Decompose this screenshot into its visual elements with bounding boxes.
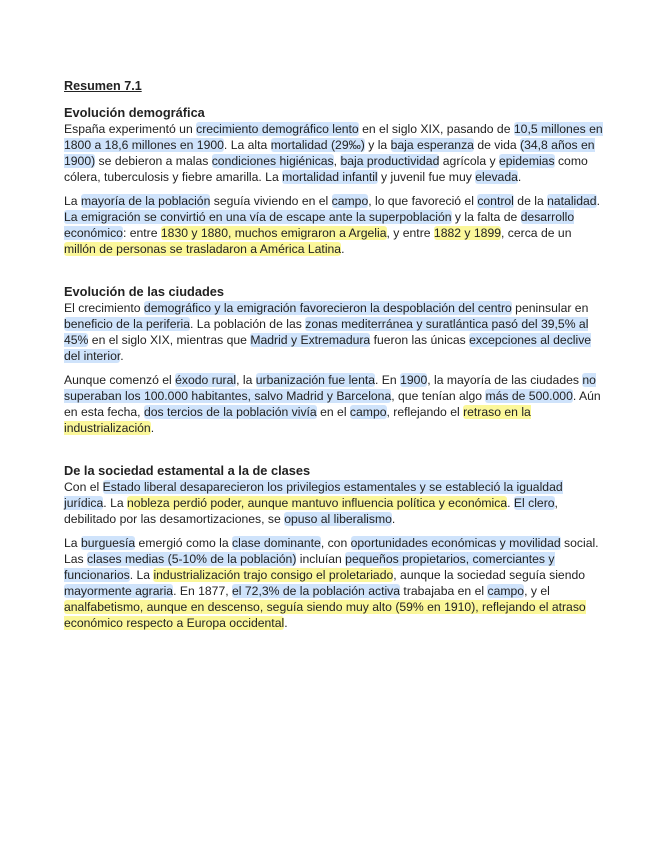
- text-run: . En 1877,: [173, 584, 233, 598]
- highlight-blue: campo: [349, 405, 387, 419]
- section-heading: Evolución de las ciudades: [64, 284, 225, 299]
- text-run: , con: [320, 536, 351, 550]
- text-run: , aunque la sociedad seguía siendo: [393, 568, 586, 582]
- text-run: . En: [375, 373, 401, 387]
- highlight-blue: campo: [331, 194, 369, 208]
- text-run: de la: [513, 194, 548, 208]
- text-run: La: [64, 194, 81, 208]
- highlight-yellow: analfabetismo, aunque en descenso, seguía siendo muy alto (59% en 1910), reflejando el atraso económico respecto a Europa occidental: [64, 600, 586, 630]
- text-run: incluían: [296, 552, 346, 566]
- highlight-blue: demográfico y la emigración favorecieron la despoblación del centro: [143, 301, 512, 315]
- highlight-blue: desarrollo económico: [64, 210, 575, 240]
- highlight-blue: epidemias: [499, 154, 555, 168]
- text-run: .: [150, 421, 155, 435]
- document-page: [64, 78, 604, 639]
- highlight-blue: clases medias (5-10% de la población): [87, 552, 297, 566]
- text-run: Aunque comenzó el: [64, 373, 176, 387]
- section-sociedad-clases: [64, 462, 604, 631]
- highlight-blue: opuso al liberalismo: [284, 512, 392, 526]
- highlight-blue: más de 500.000: [485, 389, 573, 403]
- text-run: , la mayoría de las ciudades: [427, 373, 583, 387]
- text-run: , cerca de un: [501, 226, 572, 240]
- highlight-blue: condiciones higiénicas: [211, 154, 334, 168]
- highlight-blue: crecimiento demográfico lento: [196, 122, 359, 136]
- highlight-yellow: 1830 y 1880, muchos emigraron a Argelia: [160, 226, 387, 240]
- text-run: .: [596, 194, 600, 208]
- highlight-blue: elevada: [475, 170, 518, 184]
- document-title: Resumen 7.1: [64, 79, 142, 93]
- text-run: , y el: [524, 584, 550, 598]
- text-run: se debieron a malas: [95, 154, 212, 168]
- text-run: España experimentó un: [64, 122, 197, 136]
- section-heading: Evolución demográfica: [64, 105, 205, 120]
- paragraph: [64, 121, 604, 185]
- highlight-blue: control: [477, 194, 514, 208]
- text-run: .: [284, 616, 288, 630]
- highlight-yellow: 1882 y 1899: [433, 226, 502, 240]
- highlight-blue: natalidad: [547, 194, 597, 208]
- text-run: El crecimiento: [64, 301, 144, 315]
- highlight-blue: mortalidad (29‰): [270, 138, 365, 152]
- text-run: , la: [236, 373, 256, 387]
- highlight-blue: zonas mediterránea y suratlántica pasó del 39,5% al 45%: [64, 317, 589, 347]
- section-heading: De la sociedad estamental a la de clases: [64, 463, 311, 478]
- highlight-blue: beneficio de la periferia: [64, 317, 191, 331]
- text-run: emergió como la: [135, 536, 233, 550]
- text-run: , lo que favoreció el: [368, 194, 478, 208]
- text-run: , reflejando el: [386, 405, 464, 419]
- text-run: trabajaba en el: [400, 584, 488, 598]
- text-run: en el siglo XIX, pasando de: [358, 122, 514, 136]
- highlight-blue: (34,8 años en 1900): [64, 138, 595, 168]
- text-run: Con el: [64, 480, 103, 494]
- highlight-yellow: nobleza perdió poder, aunque mantuvo influencia política y económica: [127, 496, 508, 510]
- highlight-blue: 10,5 millones en 1800 a 18,6 millones en 1900: [64, 122, 603, 152]
- highlight-blue: pequeños propietarios, comerciantes y funcionarios: [64, 552, 555, 582]
- highlight-blue: burguesía: [80, 536, 136, 550]
- highlight-yellow: industrialización trajo consigo el proletariado: [153, 568, 394, 582]
- highlight-blue: Madrid y Extremadura: [250, 333, 371, 347]
- text-run: . Aún en esta fecha,: [64, 389, 601, 419]
- section-evolucion-demografica: [64, 104, 604, 257]
- text-run: , que tenían algo: [391, 389, 486, 403]
- highlight-yellow: millón de personas se trasladaron a América Latina: [64, 242, 342, 256]
- text-run: .: [507, 496, 514, 510]
- highlight-blue: urbanización fue lenta: [255, 373, 376, 387]
- text-run: peninsular en: [511, 301, 589, 315]
- paragraph: [64, 535, 604, 631]
- text-run: fueron las únicas: [370, 333, 470, 347]
- highlight-blue: el 72,3% de la población activa: [232, 584, 401, 598]
- text-run: .: [120, 349, 124, 363]
- text-run: y la: [364, 138, 391, 152]
- highlight-blue: mortalidad infantil: [282, 170, 378, 184]
- paragraph: [64, 372, 604, 436]
- highlight-blue: 1900: [400, 373, 428, 387]
- text-run: , debilitado por las desamortizaciones, se: [64, 496, 558, 526]
- text-run: , y entre: [386, 226, 434, 240]
- text-run: agrícola y: [439, 154, 499, 168]
- text-run: La: [64, 536, 81, 550]
- text-run: . La: [129, 568, 154, 582]
- text-run: social. Las: [64, 536, 599, 566]
- text-run: .: [517, 170, 522, 184]
- highlight-blue: El clero: [513, 496, 555, 510]
- highlight-blue: no superaban los 100.000 habitantes, salvo Madrid y Barcelona: [64, 373, 596, 403]
- text-run: en el siglo XIX, mientras que: [88, 333, 251, 347]
- text-run: ,: [333, 154, 341, 168]
- text-run: de vida: [473, 138, 521, 152]
- paragraph: [64, 300, 604, 364]
- text-run: seguía viviendo en el: [210, 194, 332, 208]
- highlight-blue: excepciones al declive del interior: [64, 333, 592, 363]
- text-run: en el: [316, 405, 350, 419]
- highlight-blue: mayormente agraria: [64, 584, 174, 598]
- section-evolucion-ciudades: [64, 283, 604, 436]
- text-run: . La población de las: [190, 317, 306, 331]
- highlight-yellow: retraso en la industrialización: [64, 405, 531, 435]
- highlight-blue: campo: [487, 584, 525, 598]
- text-run: : entre: [122, 226, 161, 240]
- highlight-blue: dos tercios de la población vivía: [143, 405, 317, 419]
- highlight-blue: baja esperanza: [390, 138, 474, 152]
- text-run: .: [391, 512, 396, 526]
- highlight-blue: mayoría de la población: [80, 194, 211, 208]
- paragraph: [64, 479, 604, 527]
- highlight-blue: baja productividad: [340, 154, 440, 168]
- text-run: como cólera, tuberculosis y fiebre amarilla. La: [64, 154, 588, 184]
- highlight-blue: oportunidades económicas y movilidad: [350, 536, 561, 550]
- text-run: y la falta de: [451, 210, 521, 224]
- text-run: y juvenil fue muy: [377, 170, 476, 184]
- highlight-blue: clase dominante: [232, 536, 321, 550]
- text-run: .: [341, 242, 345, 256]
- text-run: . La: [103, 496, 128, 510]
- highlight-blue: La emigración se convirtió en una vía de escape ante la superpoblación: [64, 210, 452, 224]
- paragraph: [64, 193, 604, 257]
- text-run: . La alta: [223, 138, 271, 152]
- highlight-blue: éxodo rural: [175, 373, 237, 387]
- highlight-blue: Estado liberal desaparecieron los privilegios estamentales y se estableció la igualdad jurídica: [64, 480, 563, 510]
